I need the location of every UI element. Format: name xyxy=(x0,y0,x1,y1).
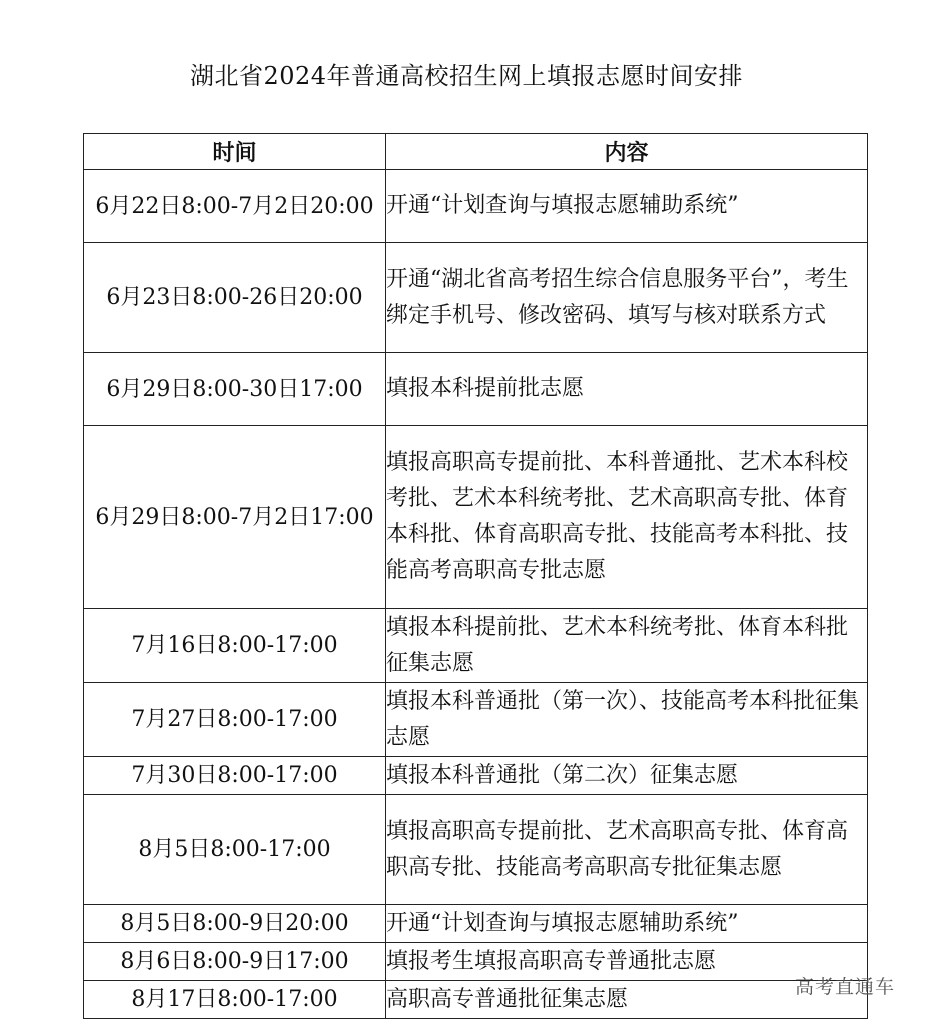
table-row xyxy=(84,609,868,683)
table-row xyxy=(84,757,868,795)
table-row xyxy=(84,795,868,905)
table-row xyxy=(84,426,868,609)
table-row xyxy=(84,683,868,757)
row-content: 填报本科提前批志愿 xyxy=(386,353,868,426)
row-content: 填报本科普通批（第二次）征集志愿 xyxy=(386,757,868,795)
row-time: 7月16日8:00-17:00 xyxy=(84,609,386,683)
row-time: 6月29日8:00-7月2日17:00 xyxy=(84,426,386,609)
row-content: 开通“计划查询与填报志愿辅助系统” xyxy=(386,170,868,243)
row-time: 8月17日8:00-17:00 xyxy=(84,981,386,1019)
row-time: 7月30日8:00-17:00 xyxy=(84,757,386,795)
header-content: 内容 xyxy=(386,134,868,170)
row-content: 填报考生填报高职高专普通批志愿 xyxy=(386,943,868,981)
page-title: 湖北省2024年普通高校招生网上填报志愿时间安排 xyxy=(189,62,744,90)
row-time: 8月5日8:00-17:00 xyxy=(84,795,386,905)
header-time: 时间 xyxy=(84,134,386,170)
table-header-row xyxy=(84,134,868,170)
row-time: 7月27日8:00-17:00 xyxy=(84,683,386,757)
row-content: 填报高职高专提前批、艺术高职高专批、体育高职高专批、技能高考高职高专批征集志愿 xyxy=(386,795,868,905)
table-row xyxy=(84,353,868,426)
table-row xyxy=(84,905,868,943)
table-row xyxy=(84,943,868,981)
row-time: 6月29日8:00-30日17:00 xyxy=(84,353,386,426)
row-time: 8月6日8:00-9日17:00 xyxy=(84,943,386,981)
table-row xyxy=(84,981,868,1019)
schedule-table xyxy=(83,133,868,1019)
row-content: 开通“计划查询与填报志愿辅助系统” xyxy=(386,905,868,943)
row-content: 填报高职高专提前批、本科普通批、艺术本科校考批、艺术本科统考批、艺术高职高专批、体育本科批、体育高职高专批、技能高考本科批、技能高考高职高专批志愿 xyxy=(386,426,868,609)
row-time: 6月22日8:00-7月2日20:00 xyxy=(84,170,386,243)
row-content: 填报本科提前批、艺术本科统考批、体育本科批征集志愿 xyxy=(386,609,868,683)
row-time: 6月23日8:00-26日20:00 xyxy=(84,243,386,353)
table-row xyxy=(84,170,868,243)
row-time: 8月5日8:00-9日20:00 xyxy=(84,905,386,943)
row-content: 填报本科普通批（第一次）、技能高考本科批征集志愿 xyxy=(386,683,868,757)
table-row xyxy=(84,243,868,353)
watermark: 高考直通车 xyxy=(795,976,896,998)
row-content: 高职高专普通批征集志愿 xyxy=(386,981,868,1019)
row-content: 开通“湖北省高考招生综合信息服务平台”，考生绑定手机号、修改密码、填写与核对联系方式 xyxy=(386,243,868,353)
